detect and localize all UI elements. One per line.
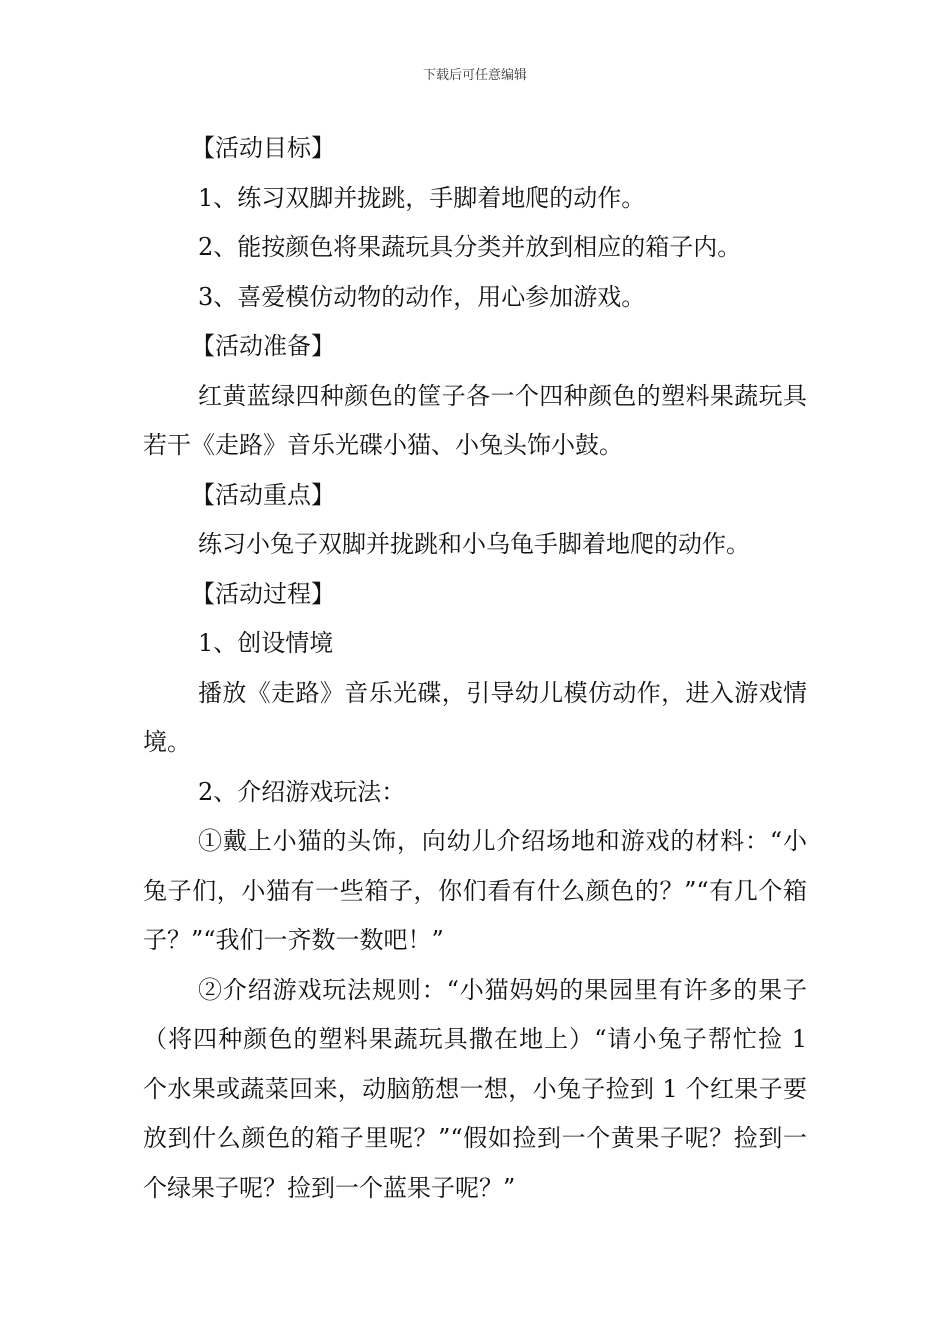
document-body — [143, 124, 807, 1213]
paragraph: 2、能按颜色将果蔬玩具分类并放到相应的箱子内。 — [198, 233, 742, 261]
paragraph: 1、创设情境 — [198, 629, 334, 657]
paragraph: 红黄蓝绿四种颜色的筐子各一个四种颜色的塑料果蔬玩具若干《走路》音乐光碟小猫、小兔头饰小鼓。 — [143, 381, 807, 459]
paragraph: 2、介绍游戏玩法： — [198, 777, 406, 806]
paragraph: 3、喜爱模仿动物的动作，用心参加游戏。 — [198, 282, 646, 311]
paragraph: ①戴上小猫的头饰，向幼儿介绍场地和游戏的材料：“小兔子们，小猫有一些箱子，你们看有什么颜色的？”“有几个箱子？”“我们一齐数一数吧！” — [143, 827, 807, 954]
section-heading-goals: 【活动目标】 — [191, 134, 335, 162]
paragraph: ②介绍游戏玩法规则：“小猫妈妈的果园里有许多的果子（将四种颜色的塑料果蔬玩具撒在地上）“请小兔子帮忙捡 1 个水果或蔬菜回来，动脑筋想一想，小兔子捡到 1 个红果子要放到什么颜色的箱子里呢？”“假如捡到一个黄果子呢？捡到一个绿果子呢？捡到一个蓝果子呢？” — [143, 975, 807, 1202]
page-header: 下载后可任意编辑 — [422, 68, 527, 83]
section-heading-focus: 【活动重点】 — [191, 480, 335, 509]
paragraph: 1、练习双脚并拢跳，手脚着地爬的动作。 — [198, 183, 646, 212]
section-heading-process: 【活动过程】 — [191, 579, 335, 608]
paragraph: 练习小兔子双脚并拢跳和小乌龟手脚着地爬的动作。 — [198, 530, 750, 558]
paragraph: 播放《走路》音乐光碟，引导幼儿模仿动作，进入游戏情境。 — [143, 678, 807, 756]
section-heading-preparation: 【活动准备】 — [191, 332, 335, 360]
